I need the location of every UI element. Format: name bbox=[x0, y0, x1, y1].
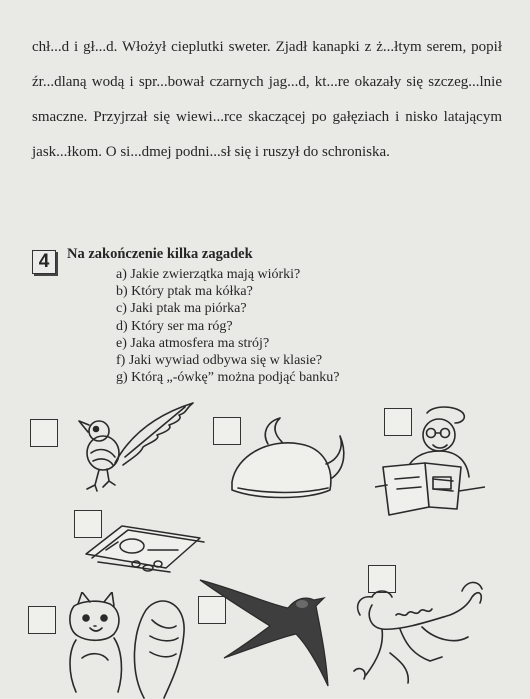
story-paragraph: chł...d i gł...d. Włożył cieplutki sweter. Zjadł kanapki z ż...łtym serem, popił źr...dlaną wodą i spr...bował czarnych jag...d, kt...re okazały się szczeg...lnie smaczne. Przyjrzał się wiewi...rce skaczącej po gałęziach i nisko latającym jask...łkom. O si...dmej podni...sł się i ruszył do schroniska. bbox=[32, 39, 502, 160]
riddle-item: d) Który ser ma róg? bbox=[116, 318, 233, 334]
task-title: Na zakończenie kilka zagadek bbox=[67, 246, 253, 262]
banknotes-and-coins-icon bbox=[82, 520, 207, 578]
riddle-item: f) Jaki wywiad odbywa się w klasie? bbox=[116, 353, 323, 369]
riddle-item: e) Jaka atmosfera ma strój? bbox=[116, 335, 270, 351]
riddle-item: g) Którą „-ówkę” można podjąć banku? bbox=[116, 370, 340, 386]
answer-box-bird-quill[interactable] bbox=[30, 419, 58, 447]
answer-box-squirrel[interactable] bbox=[28, 606, 56, 634]
fluffy-creature-icon bbox=[350, 575, 490, 687]
swallow-icon bbox=[198, 578, 330, 688]
man-reading-book-icon bbox=[375, 405, 485, 520]
task-number-badge: 4 bbox=[32, 250, 56, 274]
cheese-with-horn-icon bbox=[228, 416, 348, 504]
bird-with-quill-icon bbox=[75, 395, 200, 495]
riddle-item: c) Jaki ptak ma piórka? bbox=[116, 301, 247, 317]
riddle-item: a) Jakie zwierzątka mają wiórki? bbox=[116, 267, 301, 282]
squirrel-icon bbox=[60, 592, 190, 699]
riddle-list bbox=[116, 266, 340, 386]
riddle-item: b) Który ptak ma kółka? bbox=[116, 284, 253, 300]
